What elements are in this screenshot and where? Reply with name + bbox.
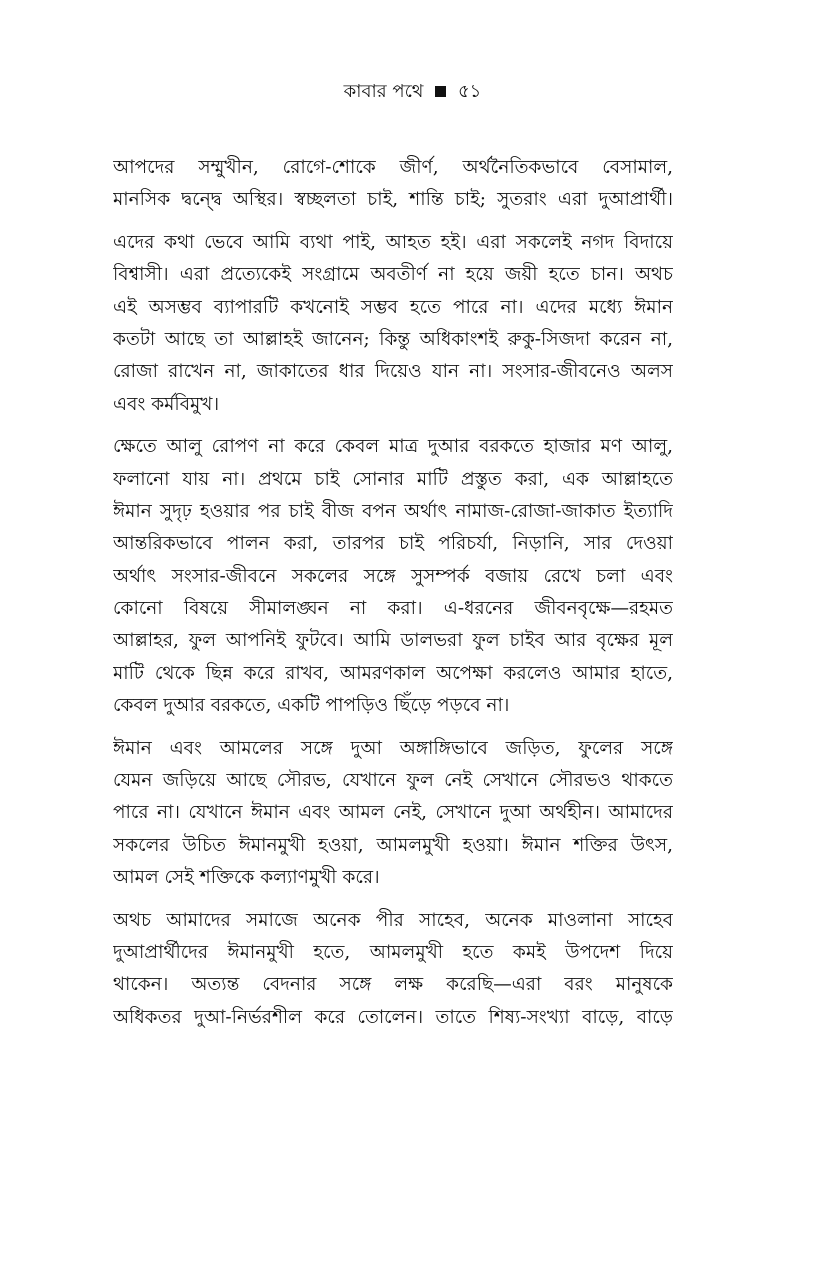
text-line: অধিকতর দুআ-নির্ভরশীল করে তোলেন। তাতে শিষ্য-সংখ্যা বাড়ে, বাড়ে (113, 1006, 673, 1028)
body-text (113, 152, 673, 1044)
text-line: ক্ষেতে আলু রোপণ না করে কেবল মাত্র দুআর বরকতে হাজার মণ আলু, (113, 436, 673, 458)
text-line: রোজা রাখেন না, জাকাতের ধার দিয়েও যান না। সংসার-জীবনেও অলস (113, 361, 673, 383)
text-line: কতটা আছে তা আল্লাহই জানেন; কিন্তু অধিকাংশই রুকু-সিজদা করেন না, (113, 328, 673, 350)
book-title: কাবার পথে (343, 81, 424, 102)
text-line: কোনো বিষয়ে সীমালঙ্ঘন না করা। এ-ধরনের জীবনবৃক্ষে—রহমত (113, 598, 673, 620)
page-number: ৫১ (457, 81, 482, 102)
text-line: যেমন জড়িয়ে আছে সৌরভ, যেখানে ফুল নেই সেখানে সৌরভও থাকতে (113, 770, 673, 792)
text-line: দুআপ্রার্থীদের ঈমানমুখী হতে, আমলমুখী হতে কমই উপদেশ দিয়ে (113, 941, 673, 963)
text-line: এই অসম্ভব ব্যাপারটি কখনোই সম্ভব হতে পারে না। এদের মধ্যে ঈমান (113, 296, 673, 318)
running-header (0, 80, 825, 104)
text-line: থাকেন। অত্যন্ত বেদনার সঙ্গে লক্ষ করেছি—এরা বরং মানুষকে (113, 974, 673, 996)
paragraph-3 (113, 431, 673, 723)
text-line: ঈমান এবং আমলের সঙ্গে দুআ অঙ্গাঙ্গিভাবে জড়িত, ফুলের সঙ্গে (113, 737, 673, 759)
text-line: আপদের সম্মুখীন, রোগে-শোকে জীর্ণ, অর্থনৈতিকভাবে বেসামাল, (113, 157, 673, 178)
text-line: এবং কর্মবিমুখ। (113, 393, 220, 415)
text-line: বিশ্বাসী। এরা প্রত্যেকেই সংগ্রামে অবতীর্ণ না হয়ে জয়ী হতে চান। অথচ (113, 264, 673, 286)
text-line: পারে না। যেখানে ঈমান এবং আমল নেই, সেখানে দুআ অর্থহীন। আমাদের (113, 802, 673, 824)
text-line: আল্লাহর, ফুল আপনিই ফুটবে। আমি ডালভরা ফুল চাইব আর বৃক্ষের মূল (113, 630, 673, 652)
separator-square-icon (435, 86, 446, 97)
text-line: ঈমান সুদৃঢ় হওয়ার পর চাই বীজ বপন অর্থাৎ নামাজ-রোজা-জাকাত ইত্যাদি (113, 500, 673, 522)
paragraph-2 (113, 227, 673, 421)
text-line: আমল সেই শক্তিকে কল্যাণমুখী করে। (113, 867, 380, 889)
text-line: ফলানো যায় না। প্রথমে চাই সোনার মাটি প্রস্তুত করা, এক আল্লাহতে (113, 468, 673, 490)
paragraph-5 (113, 905, 673, 1035)
text-line: কেবল দুআর বরকতে, একটি পাপড়িও ছিঁড়ে পড়বে না। (113, 695, 510, 717)
text-line: মাটি থেকে ছিন্ন করে রাখব, আমরণকাল অপেক্ষা করলেও আমার হাতে, (113, 662, 673, 684)
text-line: সকলের উচিত ঈমানমুখী হওয়া, আমলমুখী হওয়া। ঈমান শক্তির উৎস, (113, 834, 673, 856)
text-line: মানসিক দ্বন্দ্বে অস্থির। স্বচ্ছলতা চাই, শান্তি চাই; সুতরাং এরা দুআপ্রার্থী। (113, 189, 673, 211)
text-line: অর্থাৎ সংসার-জীবনে সকলের সঙ্গে সুসম্পর্ক বজায় রেখে চলা এবং (113, 565, 673, 587)
text-line: এদের কথা ভেবে আমি ব্যথা পাই, আহত হই। এরা সকলেই নগদ বিদায়ে (113, 231, 673, 253)
paragraph-4 (113, 733, 673, 895)
paragraph-1 (113, 152, 673, 217)
text-line: আন্তরিকভাবে পালন করা, তারপর চাই পরিচর্যা, নিড়ানি, সার দেওয়া (113, 533, 673, 555)
text-line: অথচ আমাদের সমাজে অনেক পীর সাহেব, অনেক মাওলানা সাহেব (113, 909, 673, 931)
